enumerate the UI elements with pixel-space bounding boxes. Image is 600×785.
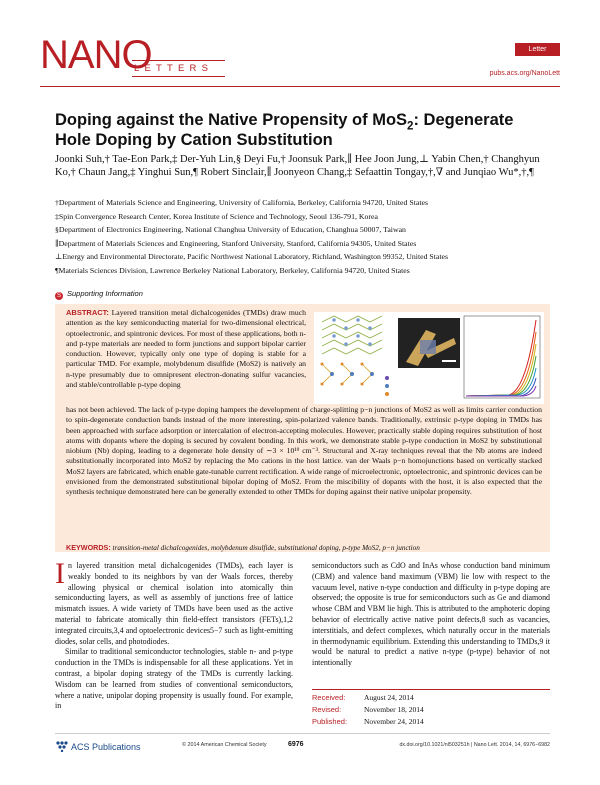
title-part-b: : Degenerate Hole Doping by Cation Substitution: [55, 111, 514, 149]
affiliation-item: †Department of Materials Science and Engineering, University of California, Berkeley, California 94720, United States: [55, 198, 428, 207]
publication-dates: [312, 692, 550, 728]
article-title: [55, 110, 545, 150]
author-list: Joonki Suh,† Tae-Eon Park,‡ Der-Yuh Lin,§ Deyi Fu,† Joonsuk Park,∥ Hee Joon Jung,⊥ Yabin Chen,† Changhyun Ko,† Chaun Jang,‡ Yinghui Sun,¶ Robert Sinclair,∥ Joonyeon Chang,‡ Sefaattin Tongay,†,∇ and Junqiao Wu*,†,¶: [55, 154, 540, 178]
article-type-badge: Letter: [515, 43, 560, 56]
affiliation-item: ‡Spin Convergence Research Center, Korea Institute of Science and Technology, Seoul 136-791, Korea: [55, 211, 378, 221]
doi-citation-link[interactable]: dx.doi.org/10.1021/nl503251h | Nano Lett. 2014, 14, 6976−6982: [399, 742, 550, 748]
iv-curves-plot: [464, 316, 540, 398]
date-label: Received:: [312, 693, 346, 702]
dates-divider: [312, 689, 550, 690]
logo-rule-top: [132, 60, 225, 61]
affiliations: [55, 196, 550, 278]
date-row-published: [312, 716, 550, 728]
acs-publications-logo[interactable]: [55, 740, 141, 752]
date-label: Revised:: [312, 705, 342, 714]
device-micrograph: [398, 318, 460, 368]
abstract-label: ABSTRACT:: [66, 308, 109, 317]
date-value: November 18, 2014: [364, 705, 424, 714]
date-value: August 24, 2014: [364, 693, 414, 702]
paragraph-text: n layered transition metal dichalcogenides (TMDs), each layer is weakly bonded to its neighbors by van der Waals forces, thereby allowing physical or chemical isolation into atomically thin semiconducting layers, as well as assembly of junctions free of lattice mismatch issues. A wide variety of TMDs have been used as the active material to fabricate atomically thin field-effect transistors (FETs),1,2 integrated circuits,3,4 and optoelectronic devices5−7 such as light-emitting diodes, solar cells, and photodiodes.: [55, 561, 293, 646]
affiliation-item: §Department of Electronics Engineering, National Changhua University of Education, Changhua 50007, Taiwan: [55, 225, 406, 235]
date-value: November 24, 2014: [364, 717, 424, 726]
logo-rule-bottom: [132, 76, 225, 77]
affiliation-item: ¶Materials Sciences Division, Lawrence Berkeley National Laboratory, Berkeley, California 94720, United States: [55, 265, 410, 275]
header-divider: [40, 86, 560, 87]
crystal-structure-figure: [321, 316, 390, 396]
abstract-text-part2: has not been achieved. The lack of p-type doping hampers the development of charge-splitting p−n junctions of MoS2 as well as limits carrier conduction to spin-degenerate conduction bands instead of the more interesting, spin-polarized valence bands. Traditionally, extrinsic p-type doping in TMDs has been approached with surface adsorption or intercalation of electron-accepting molecules. However, practically stable doping requires substitution of host atoms with dopants where the doping is secured by covalent bonding. In this work, we demonstrate stable p-type conduction in MoS2 by substitutional niobium (Nb) doping, leading to a degenerate hole density of ∼3 × 10¹⁹ cm⁻³. Structural and X-ray techniques reveal that the Nb atoms are indeed substitutionally incorporated into MoS2 by replacing the Mo cations in the host lattice. van der Waals p−n homojunctions based on vertically stacked MoS2 layers are fabricated, which enable gate-tunable current rectification. A wide range of microelectronic, optoelectronic, and spintronic devices can be envisioned from the demonstrated substitutional bipolar doping of MoS2. From the miscibility of dopants with the host, it is also expected that the synthesis technique demonstrated here can be generally extended to other TMDs for doping against their native unipolar propensity.: [66, 405, 542, 496]
affiliation-item: ∥Department of Materials Sciences and Engineering, Stanford University, Stanford, California 94305, United States: [55, 238, 417, 248]
supporting-info-icon: S: [56, 293, 61, 299]
body-paragraph: [55, 557, 293, 647]
toc-graphic-svg: [314, 312, 544, 404]
keywords-label: KEYWORDS:: [66, 543, 111, 552]
journal-logo-letters: LETTERS: [134, 63, 214, 74]
abstract-body-1: Layered transition metal dichalcogenides (TMDs) draw much attention as the key semiconducting material for two-dimensional electrical, optoelectronic, and spintronic devices. For most of these applications, both n- and p-type materials are needed to form junctions and support bipolar carrier conduction. However, typically only one type of doping is stable for a particular TMD. For example, molybdenum disulfide (MoS2) is natively an n-type presumably due to omnipresent electron-donating sulfur vacancies, and stable/controllable p-type doping: [66, 308, 307, 389]
body-column-left: [55, 557, 293, 712]
title-subscript: 2: [407, 120, 414, 133]
body-paragraph: Similar to traditional semiconductor technologies, stable n- and p-type conduction in the TMDs is indispensable for all these applications. Yet in contrast, a bipolar doping strategy of the TMDs is currently lacking. Wisdom can be learned from studies of conventional semiconductors, where a native, unipolar doping propensity is usually found. For example, in: [55, 647, 293, 711]
abstract-text-part1: [66, 308, 306, 390]
body-paragraph: semiconductors such as CdO and InAs whose conduction band minimum (CBM) and valence band maximum (VBM) lie low with respect to the vacuum level, native n-type conduction and difficulty in p-type doping are observed; the opposite is true for semiconductors such as Ge and diamond whose CBM and VBM lie high. This is attributed to the amphoteric doping behavior of electrically active native point defects,8 such as vacancies, interstitials, and defect complexes, which naturally occur in the materials in thermodynamic equilibrium. Extending this understanding to TMDs,9 it would be natural to predict a native n-type (p-type) behavior of not intentionally: [312, 561, 550, 668]
title-part-a: Doping against the Native Propensity of MoS: [55, 111, 408, 129]
body-column-right: [312, 561, 550, 669]
date-label: Published:: [312, 717, 348, 726]
supporting-info-label: Supporting Information: [67, 289, 143, 298]
publisher-name: ACS Publications: [71, 742, 141, 752]
journal-url-link[interactable]: pubs.acs.org/NanoLett: [489, 70, 560, 77]
acs-logo-icon: [55, 740, 69, 752]
date-row-revised: [312, 704, 550, 716]
keywords-text: transition-metal dichalcogenides, molybdenum disulfide, substitutional doping, p-type MoS2, p−n junction: [112, 544, 420, 552]
toc-graphic: [314, 312, 544, 404]
supporting-info-link[interactable]: [55, 289, 143, 300]
journal-logo-nano: NANO: [40, 33, 152, 77]
drop-cap: I: [55, 557, 65, 590]
affiliation-item: ⊥Energy and Environmental Directorate, Pacific Northwest National Laboratory, Richland, Washington 99352, United States: [55, 252, 449, 262]
date-row-received: [312, 692, 550, 704]
footer-divider: [55, 733, 550, 734]
keywords: [66, 543, 542, 553]
copyright-notice: © 2014 American Chemical Society: [182, 742, 267, 748]
page-number: 6976: [288, 741, 304, 748]
